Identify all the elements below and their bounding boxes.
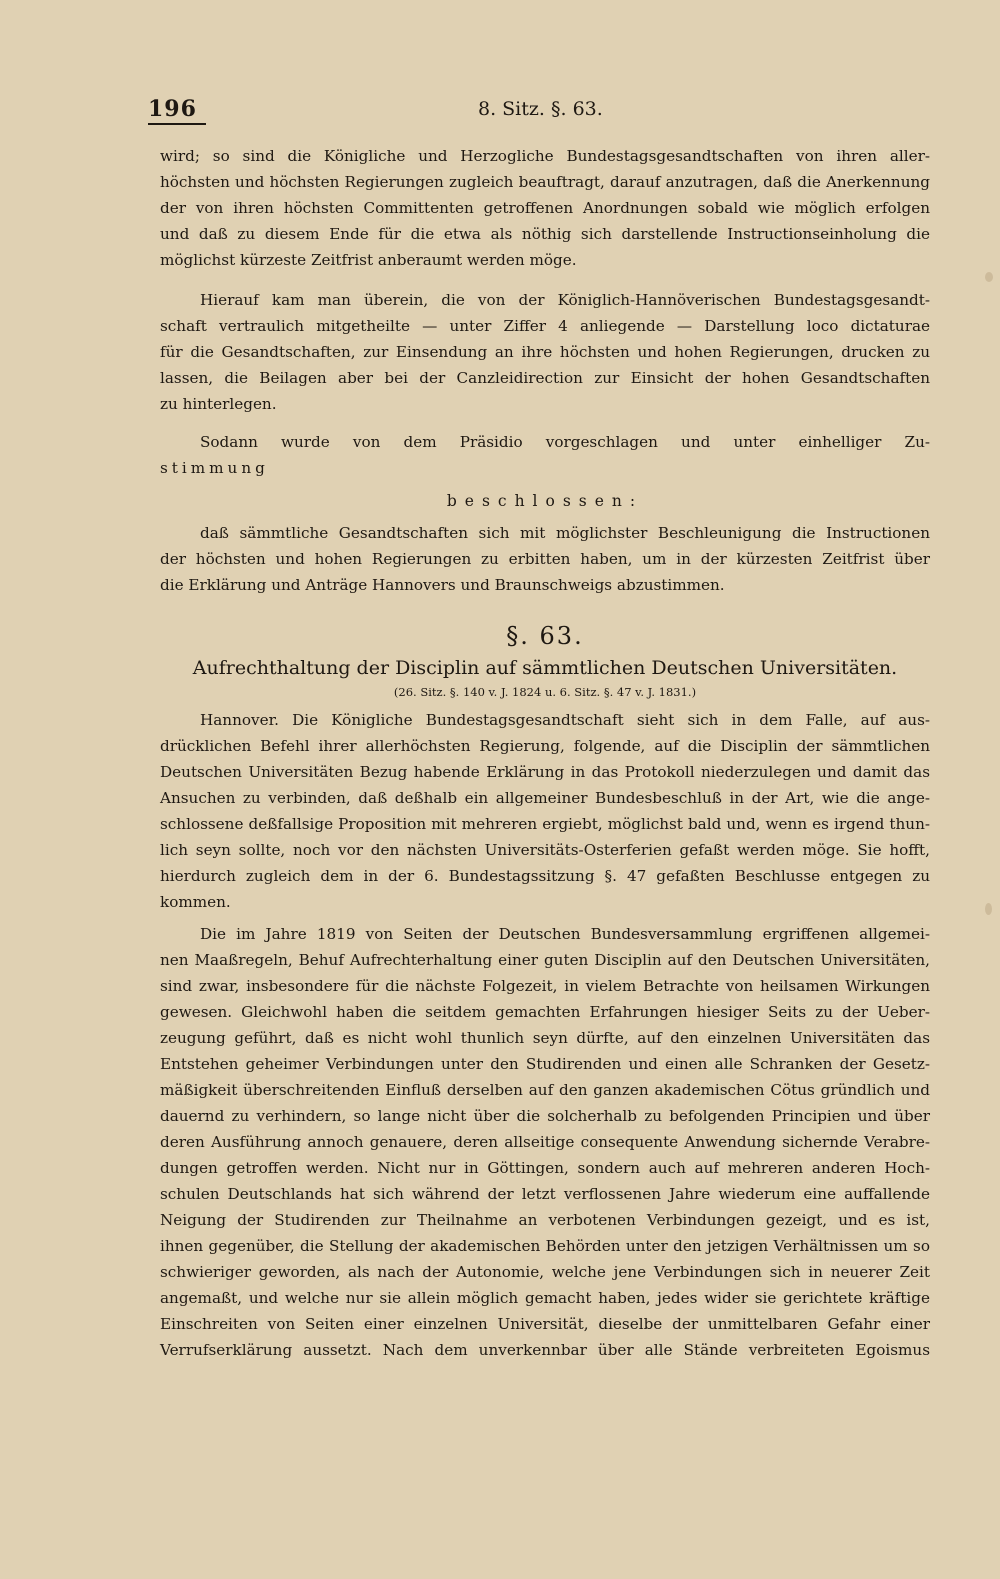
text-line: möglichst kürzeste Zeitfrist anberaumt werden möge. bbox=[160, 251, 577, 269]
text-line: sind zwar, insbesondere für die nächste Folgezeit, in vielem Betrachte von heilsamen Wirkungen bbox=[160, 977, 930, 995]
text-line: daß sämmtliche Gesandtschaften sich mit möglichster Beschleunigung die Instructionen bbox=[200, 524, 930, 542]
section-reference: (26. Sitz. §. 140 v. J. 1824 u. 6. Sitz. §. 47 v. J. 1831.) bbox=[393, 685, 697, 699]
text-line: stimmung bbox=[160, 459, 269, 477]
running-head: 8. Sitz. §. 63. bbox=[478, 98, 603, 120]
text-line: ihnen gegenüber, die Stellung der akademischen Behörden unter den jetzigen Verhältnissen um so bbox=[160, 1237, 930, 1255]
text-line: die Erklärung und Anträge Hannovers und Braunschweigs abzustimmen. bbox=[160, 576, 725, 594]
text-line: deren Ausführung annoch genauere, deren allseitige consequente Anwendung sichernde Verabre- bbox=[160, 1133, 930, 1151]
text-line: lassen, die Beilagen aber bei der Canzleidirection zur Einsicht der hohen Gesandtschaften bbox=[160, 369, 930, 387]
resolution-heading: beschlossen: bbox=[446, 492, 644, 510]
page-number-underline bbox=[148, 123, 206, 125]
text-line: Hierauf kam man überein, die von der Königlich-Hannöverischen Bundestagsgesandt- bbox=[200, 291, 930, 309]
text-line: Neigung der Studirenden zur Theilnahme an verbotenen Verbindungen gezeigt, und es ist, bbox=[160, 1211, 930, 1229]
text-line: der von ihren höchsten Committenten getroffenen Anordnungen sobald wie möglich erfolgen bbox=[160, 199, 930, 217]
paper-stain bbox=[985, 272, 993, 282]
page-number: 196 bbox=[148, 96, 197, 122]
text-line: schlossene deßfallsige Proposition mit mehreren ergiebt, möglichst bald und, wenn es irgend thun- bbox=[160, 815, 930, 833]
text-line: angemaßt, und welche nur sie allein möglich gemacht haben, jedes wider sie gerichtete kräftige bbox=[160, 1289, 930, 1307]
text-line: drücklichen Befehl ihrer allerhöchsten Regierung, folgende, auf die Disciplin der sämmtlichen bbox=[160, 737, 930, 755]
text-line: dauernd zu verhindern, so lange nicht über die solcherhalb zu befolgenden Principien und über bbox=[160, 1107, 930, 1125]
text-line: schwieriger geworden, als nach der Autonomie, welche jene Verbindungen sich in neuerer Zeit bbox=[160, 1263, 930, 1281]
section-number: §. 63. bbox=[506, 622, 584, 650]
text-line: nen Maaßregeln, Behuf Aufrechterhaltung einer guten Disciplin auf den Deutschen Universitäten, bbox=[160, 951, 930, 969]
text-line: zeugung geführt, daß es nicht wohl thunlich seyn dürfte, auf den einzelnen Universitäten das bbox=[160, 1029, 930, 1047]
text-line: schulen Deutschlands hat sich während der letzt verflossenen Jahre wiederum eine auffallende bbox=[160, 1185, 930, 1203]
text-line: höchsten und höchsten Regierungen zugleich beauftragt, darauf anzutragen, daß die Anerkennung bbox=[160, 173, 930, 191]
text-line: lich seyn sollte, noch vor den nächsten Universitäts-Osterferien gefaßt werden möge. Sie hofft, bbox=[160, 841, 930, 859]
text-line: Verrufserklärung aussetzt. Nach dem unverkennbar über alle Stände verbreiteten Egoismus bbox=[160, 1341, 930, 1359]
text-line: wird; so sind die Königliche und Herzogliche Bundestagsgesandtschaften von ihren aller- bbox=[160, 147, 930, 165]
text-line: Entstehen geheimer Verbindungen unter den Studirenden und einen alle Schranken der Gesetz- bbox=[160, 1055, 930, 1073]
text-line: Einschreiten von Seiten einer einzelnen Universität, dieselbe der unmittelbaren Gefahr einer bbox=[160, 1315, 930, 1333]
text-line: Die im Jahre 1819 von Seiten der Deutschen Bundesversammlung ergriffenen allgemei- bbox=[200, 925, 930, 943]
text-line: kommen. bbox=[160, 893, 231, 911]
text-line: mäßigkeit überschreitenden Einfluß derselben auf den ganzen akademischen Cötus gründlich und bbox=[160, 1081, 930, 1099]
text-line: Sodann wurde von dem Präsidio vorgeschlagen und unter einhelliger Zu- bbox=[200, 433, 930, 451]
section-title: Aufrechthaltung der Disciplin auf sämmtlichen Deutschen Universitäten. bbox=[192, 657, 898, 679]
text-line: zu hinterlegen. bbox=[160, 395, 277, 413]
text-line: Deutschen Universitäten Bezug habende Erklärung in das Protokoll niederzulegen und damit das bbox=[160, 763, 930, 781]
text-line: Hannover. Die Königliche Bundestagsgesandtschaft sieht sich in dem Falle, auf aus- bbox=[200, 711, 930, 729]
text-line: hierdurch zugleich dem in der 6. Bundestagssitzung §. 47 gefaßten Beschlusse entgegen zu bbox=[160, 867, 930, 885]
text-line: für die Gesandtschaften, zur Einsendung an ihre höchsten und hohen Regierungen, drucken zu bbox=[160, 343, 930, 361]
text-line: Ansuchen zu verbinden, daß deßhalb ein allgemeiner Bundesbeschluß in der Art, wie die ange- bbox=[160, 789, 930, 807]
text-line: und daß zu diesem Ende für die etwa als nöthig sich darstellende Instructionseinholung die bbox=[160, 225, 930, 243]
text-line: schaft vertraulich mitgetheilte — unter Ziffer 4 anliegende — Darstellung loco dictaturae bbox=[160, 317, 930, 335]
paper-stain bbox=[985, 903, 992, 915]
text-line: dungen getroffen werden. Nicht nur in Göttingen, sondern auch auf mehreren anderen Hoch- bbox=[160, 1159, 930, 1177]
text-line: der höchsten und hohen Regierungen zu erbitten haben, um in der kürzesten Zeitfrist über bbox=[160, 550, 930, 568]
text-line: gewesen. Gleichwohl haben die seitdem gemachten Erfahrungen hiesiger Seits zu der Ueber- bbox=[160, 1003, 930, 1021]
